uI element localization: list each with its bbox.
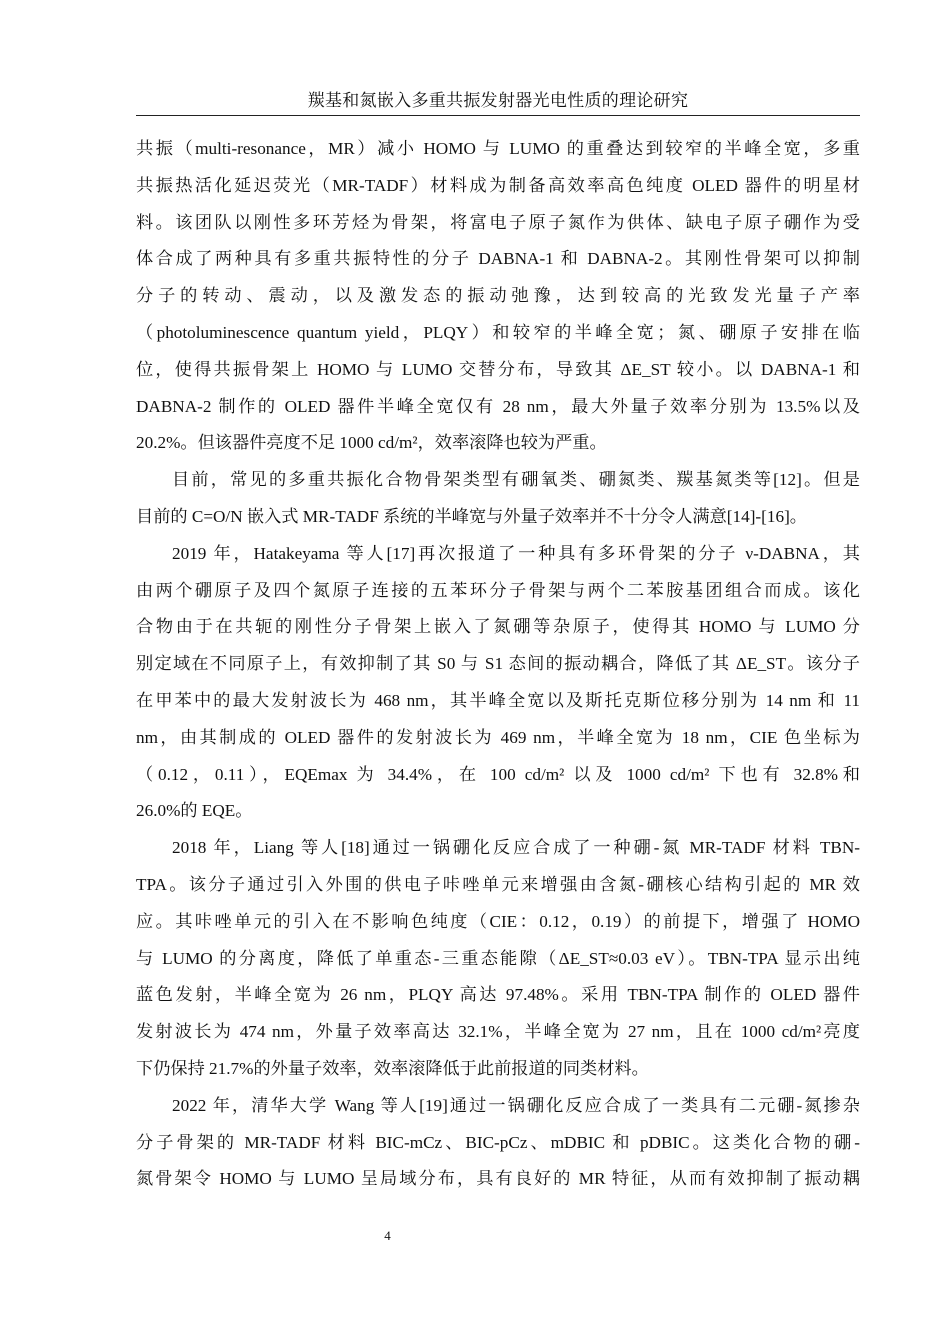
- text-line: 体合成了两种具有多重共振特性的分子 DABNA-1 和 DABNA-2。其刚性骨架可以抑制: [136, 249, 860, 269]
- text-line: 分子骨架的 MR-TADF 材料 BIC-mCz、BIC-pCz、mDBIC 和 pDBIC。这类化合物的硼-: [136, 1132, 860, 1152]
- text-line: 分子的转动、震动，以及激发态的振动弛豫，达到较高的光致发光量子产率: [136, 286, 860, 306]
- text-line: 2022 年，清华大学 Wang 等人[19]通过一锅硼化反应合成了一类具有二元硼-氮掺杂: [172, 1095, 860, 1115]
- text-line: 目前，常见的多重共振化合物骨架类型有硼氧类、硼氮类、羰基氮类等[12]。但是: [172, 470, 860, 490]
- text-line: （photoluminescence quantum yield，PLQY）和较窄的半峰全宽；氮、硼原子安排在临: [136, 322, 860, 342]
- text-line: 在甲苯中的最大发射波长为 468 nm，其半峰全宽以及斯托克斯位移分别为 14 nm 和 11: [136, 690, 860, 710]
- text-line: 位，使得共振骨架上 HOMO 与 LUMO 交替分布，导致其 ΔE_ST 较小。以 DABNA-1 和: [136, 359, 860, 379]
- text-line: 2018 年，Liang 等人[18]通过一锅硼化反应合成了一种硼-氮 MR-TADF 材料 TBN-: [172, 838, 860, 858]
- text-line: DABNA-2 制作的 OLED 器件半峰全宽仅有 28 nm，最大外量子效率分别为 13.5%以及: [136, 396, 860, 416]
- text-line: 氮骨架令 HOMO 与 LUMO 呈局域分布，具有良好的 MR 特征，从而有效抑制了振动耦: [136, 1169, 860, 1189]
- text-line: （0.12，0.11），EQEmax 为 34.4%，在 100 cd/m² 以及 1000 cd/m² 下也有 32.8%和: [136, 764, 860, 784]
- text-line: 2019 年，Hatakeyama 等人[17]再次报道了一种具有多环骨架的分子 ν-DABNA，其: [172, 543, 860, 563]
- body-text: [136, 131, 860, 1198]
- text-line: 蓝色发射，半峰全宽为 26 nm，PLQY 高达 97.48%。采用 TBN-TPA 制作的 OLED 器件: [136, 985, 860, 1005]
- text-line: 下仍保持 21.7%的外量子效率，效率滚降低于此前报道的同类材料。: [136, 1058, 649, 1078]
- text-line: 应。其咔唑单元的引入在不影响色纯度（CIE：0.12，0.19）的前提下，增强了 HOMO: [136, 911, 860, 931]
- running-header: 羰基和氮嵌入多重共振发射器光电性质的理论研究: [307, 91, 689, 110]
- header-rule: [136, 115, 860, 116]
- text-line: 发射波长为 474 nm，外量子效率高达 32.1%，半峰全宽为 27 nm，且在 1000 cd/m²亮度: [136, 1022, 860, 1042]
- text-line: 与 LUMO 的分离度，降低了单重态-三重态能隙（ΔE_ST≈0.03 eV）。TBN-TPA 显示出纯: [136, 948, 860, 968]
- text-line: TPA。该分子通过引入外围的供电子咔唑单元来增强由含氮-硼核心结构引起的 MR 效: [136, 874, 860, 894]
- text-line: 20.2%。但该器件亮度不足 1000 cd/m²，效率滚降也较为严重。: [136, 433, 607, 453]
- text-line: 共振（multi-resonance，MR）减小 HOMO 与 LUMO 的重叠达到较窄的半峰全宽，多重: [136, 139, 860, 158]
- page-number: 4: [384, 1228, 391, 1243]
- text-line: 别定域在不同原子上，有效抑制了其 S0 与 S1 态间的振动耦合，降低了其 ΔE_ST。该分子: [136, 654, 860, 674]
- text-line: 共振热活化延迟荧光（MR-TADF）材料成为制备高效率高色纯度 OLED 器件的明星材: [136, 175, 860, 195]
- text-line: 料。该团队以刚性多环芳烃为骨架，将富电子原子氮作为供体、缺电子原子硼作为受: [136, 212, 860, 232]
- text-line: 由两个硼原子及四个氮原子连接的五苯环分子骨架与两个二苯胺基团组合而成。该化: [136, 580, 860, 600]
- text-line: 合物由于在共轭的刚性分子骨架上嵌入了氮硼等杂原子，使得其 HOMO 与 LUMO 分: [136, 617, 860, 637]
- text-line: nm，由其制成的 OLED 器件的发射波长为 469 nm，半峰全宽为 18 nm，CIE 色坐标为: [136, 727, 860, 747]
- text-line: 26.0%的 EQE。: [136, 801, 253, 821]
- text-line: 目前的 C=O/N 嵌入式 MR-TADF 系统的半峰宽与外量子效率并不十分令人满意[14]-[16]。: [136, 506, 807, 526]
